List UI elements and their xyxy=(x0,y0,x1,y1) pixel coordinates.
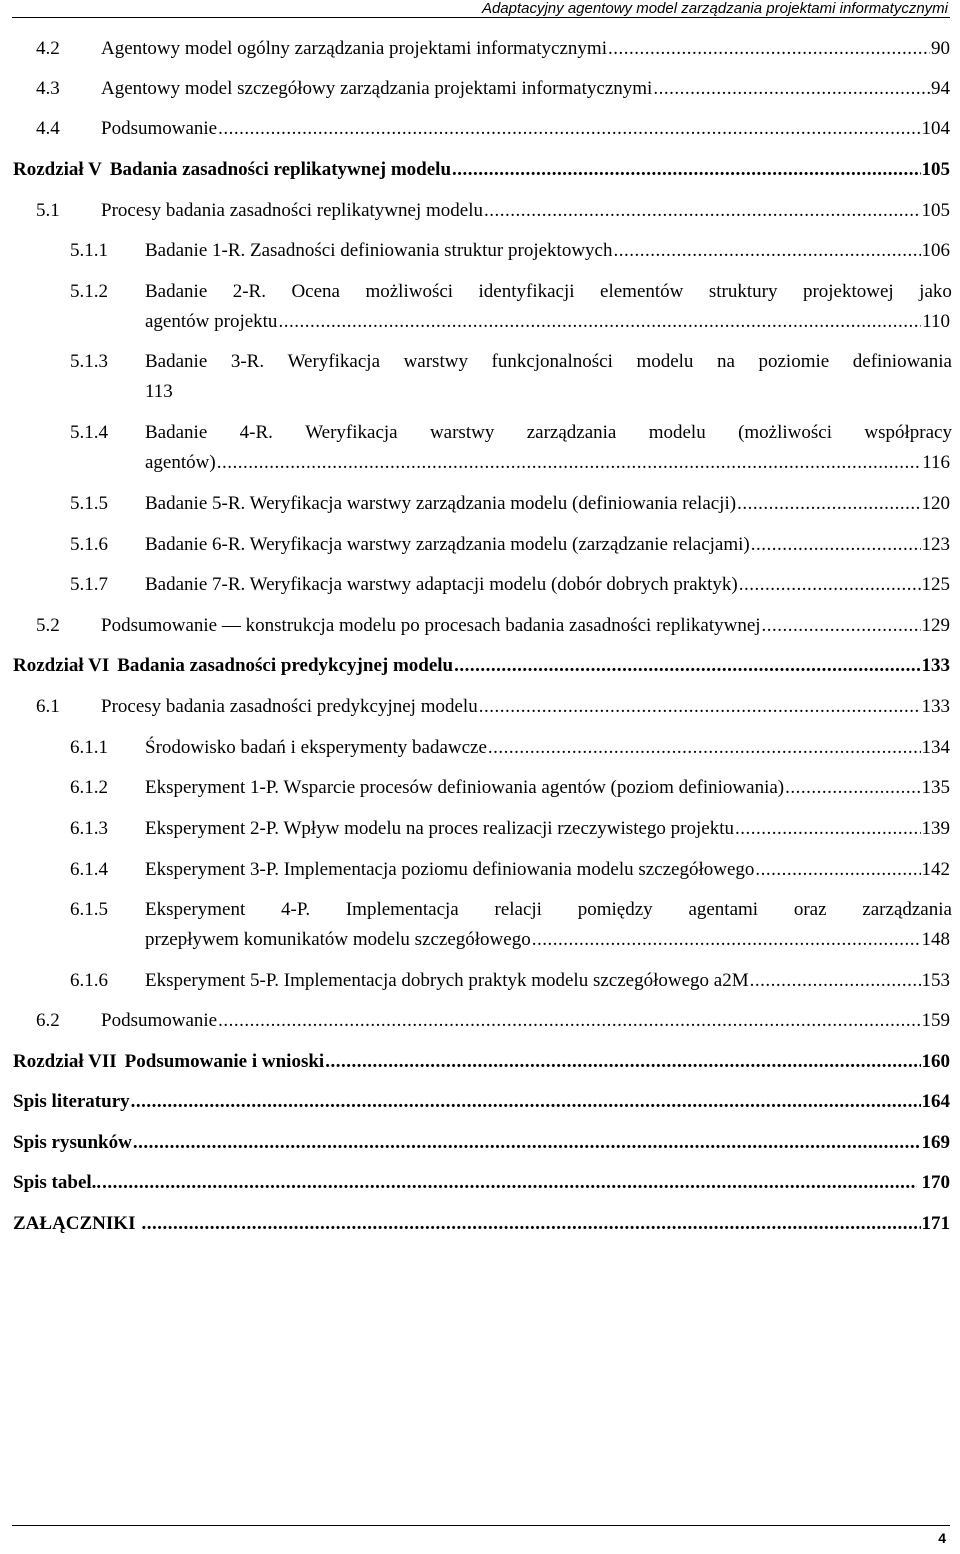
toc-entry-title: Eksperyment 2-P. Wpływ modelu na proces realizacji rzeczywistego projektu xyxy=(145,818,734,839)
toc-entry-page: 125 xyxy=(921,574,950,595)
toc-entry-number: 5.1 xyxy=(36,200,60,221)
leader-dots xyxy=(479,692,921,721)
footer-rule xyxy=(12,1525,950,1526)
toc-title-word: (możliwości xyxy=(738,422,832,443)
toc-entry-page: 129 xyxy=(921,615,950,636)
toc-entry-title: Agentowy model szczegółowy zarządzania projektami informatycznymi xyxy=(101,78,653,99)
toc-entry-title: Eksperyment 5-P. Implementacja dobrych praktyk modelu szczegółowego a2M xyxy=(145,970,749,991)
leader-dots xyxy=(737,489,920,518)
toc-entry-page: 116 xyxy=(922,452,950,473)
toc-title-word: warstwy xyxy=(429,422,495,443)
leader-dots xyxy=(755,855,920,884)
toc-entry-page: 113 xyxy=(145,381,173,402)
toc-entry-title: Eksperyment 3-P. Implementacja poziomu definiowania modelu szczegółowego xyxy=(145,859,755,880)
toc-entry-page: 106 xyxy=(921,240,950,261)
leader-dots xyxy=(133,1128,921,1157)
toc-entry-title: Eksperyment 1-P. Wsparcie procesów definiowania agentów (poziom definiowania) xyxy=(145,777,785,798)
leader-dots xyxy=(614,236,921,265)
toc-entry-number: 5.1.7 xyxy=(70,574,108,595)
toc-entry-page: 148 xyxy=(921,929,950,950)
toc-entry-page: 94 xyxy=(931,78,950,99)
toc-entry-page: 90 xyxy=(931,38,950,59)
toc-entry-title: Badanie 5-R. Weryfikacja warstwy zarządzania modelu (definiowania relacji) xyxy=(145,493,737,514)
leader-dots xyxy=(218,114,920,143)
toc-title-word: Badanie xyxy=(145,422,208,443)
toc-title-word: warstwy xyxy=(403,351,468,372)
toc-entry-number: 5.1.6 xyxy=(70,534,108,555)
leader-dots xyxy=(739,570,921,599)
toc-title-word: możliwości xyxy=(365,281,454,302)
toc-entry-number: 5.1.5 xyxy=(70,493,108,514)
leader-dots xyxy=(454,651,920,680)
toc-entry-page: 159 xyxy=(921,1010,950,1031)
toc-title-word: Weryfikacja xyxy=(305,422,398,443)
toc-title-word: funkcjonalności xyxy=(491,351,613,372)
toc-title-word: identyfikacji xyxy=(478,281,575,302)
toc-title-word: definiowania xyxy=(852,351,952,372)
toc-entry-page: 142 xyxy=(921,859,950,880)
toc-title-word: 4-R. xyxy=(239,422,273,443)
page-number: 4 xyxy=(938,1530,946,1546)
toc-title-word: Badanie xyxy=(145,281,208,302)
toc-title-word: Weryfikacja xyxy=(287,351,380,372)
toc-entry-number: 5.2 xyxy=(36,615,60,636)
toc-chapter-number: Rozdział VI xyxy=(13,655,110,676)
toc-chapter-number: Rozdział V xyxy=(13,159,102,180)
leader-dots xyxy=(735,814,921,843)
leader-dots xyxy=(131,1087,921,1116)
toc-title-word: modelu xyxy=(648,422,706,443)
toc-title-word: 4-P. xyxy=(281,899,311,920)
toc-entry-number: 6.1.2 xyxy=(70,777,108,798)
toc-title-word: zarządzania xyxy=(526,422,617,443)
toc-entry-page: 133 xyxy=(921,655,950,676)
toc-entry-number: 6.1.5 xyxy=(70,899,108,920)
leader-dots xyxy=(218,1006,920,1035)
toc-entry-title-continued: przepływem komunikatów modelu szczegółowego xyxy=(145,929,531,950)
toc-title-word: relacji xyxy=(494,899,542,920)
leader-dots xyxy=(751,530,921,559)
toc-entry-title: Badanie 1-R. Zasadności definiowania struktur projektowych xyxy=(145,240,613,261)
leader-dots xyxy=(608,34,930,63)
toc-entry-number: 6.1.1 xyxy=(70,737,108,758)
toc-entry-number: 6.1.6 xyxy=(70,970,108,991)
toc-entry-title: Badania zasadności replikatywnej modelu xyxy=(109,159,452,180)
toc-chapter-number: Rozdział VII xyxy=(13,1051,117,1072)
toc-entry-number: 6.1.4 xyxy=(70,859,108,880)
toc-entry-page: 105 xyxy=(921,159,950,180)
toc-entry-title: Podsumowanie — konstrukcja modelu po procesach badania zasadności replikatywnej xyxy=(101,615,761,636)
toc-entry-page: 133 xyxy=(921,696,950,717)
toc-entry-page: 139 xyxy=(921,818,950,839)
toc-title-word: pomiędzy xyxy=(577,899,653,920)
toc-title-word: 2-R. xyxy=(232,281,266,302)
leader-dots xyxy=(217,448,922,477)
toc-title-word: współpracy xyxy=(864,422,952,443)
toc-entry-number: 5.1.1 xyxy=(70,240,108,261)
toc-title-word: agentami xyxy=(688,899,759,920)
toc-entry-title: Spis literatury xyxy=(13,1091,130,1112)
toc-title-word: modelu xyxy=(636,351,694,372)
toc-entry-number: 5.1.4 xyxy=(70,422,108,443)
toc-entry-page: 135 xyxy=(921,777,950,798)
header-rule xyxy=(12,17,950,18)
toc-title-word: oraz xyxy=(793,899,827,920)
toc-entry-title: ZAŁĄCZNIKI xyxy=(13,1213,136,1234)
toc-entry-page: 171 xyxy=(921,1213,950,1234)
toc-entry-page: 153 xyxy=(921,970,950,991)
leader-dots xyxy=(102,1168,916,1197)
toc-title-word: jako xyxy=(919,281,952,302)
toc-entry-title: Agentowy model ogólny zarządzania projektami informatycznymi xyxy=(101,38,607,59)
leader-dots xyxy=(325,1047,920,1076)
leader-dots xyxy=(762,611,921,640)
toc-title-word: struktury xyxy=(708,281,778,302)
toc-entry-number: 6.2 xyxy=(36,1010,60,1031)
toc-entry-page: 170 xyxy=(921,1172,950,1193)
toc-title-word: Ocena xyxy=(291,281,340,302)
toc-title-word: poziomie xyxy=(758,351,830,372)
toc-entry-number: 6.1.3 xyxy=(70,818,108,839)
toc-entry-page: 123 xyxy=(921,534,950,555)
toc-entry-number: 6.1 xyxy=(36,696,60,717)
toc-entry-title: Podsumowanie i wnioski xyxy=(124,1051,325,1072)
toc-entry-page: 105 xyxy=(921,200,950,221)
leader-dots xyxy=(488,733,921,762)
toc-entry-title: Środowisko badań i eksperymenty badawcze xyxy=(145,737,487,758)
toc-entry-title-continued: agentów) xyxy=(145,452,216,473)
toc-title-word: elementów xyxy=(600,281,684,302)
toc-entry-title: Spis tabel.. xyxy=(13,1172,102,1193)
toc-entry-title: Badania zasadności predykcyjnej modelu xyxy=(117,655,454,676)
leader-dots xyxy=(484,196,921,225)
toc-entry-page: 110 xyxy=(922,311,950,332)
leader-dots xyxy=(452,155,920,184)
leader-dots xyxy=(653,74,930,103)
toc-entry-title: Badanie 6-R. Weryfikacja warstwy zarządzania modelu (zarządzanie relacjami) xyxy=(145,534,750,555)
toc-entry-page: 104 xyxy=(921,118,950,139)
running-header: Adaptacyjny agentowy model zarządzania projektami informatycznymi xyxy=(481,0,948,17)
toc-title-word: 3-R. xyxy=(230,351,265,372)
toc-title-word: projektowej xyxy=(802,281,894,302)
toc-entry-title: Spis rysunków xyxy=(13,1132,132,1153)
toc-title-word: Eksperyment xyxy=(145,899,246,920)
toc-entry-title: Podsumowanie xyxy=(101,118,218,139)
leader-dots xyxy=(532,925,921,954)
toc-entry-title: Podsumowanie xyxy=(101,1010,218,1031)
leader-dots xyxy=(141,1209,920,1238)
leader-dots xyxy=(785,773,920,802)
toc-entry-number: 4.3 xyxy=(36,78,60,99)
toc-entry-title: Procesy badania zasadności replikatywnej modelu xyxy=(101,200,483,221)
toc-entry-page: 134 xyxy=(921,737,950,758)
toc-entry-title-continued: agentów projektu xyxy=(145,311,278,332)
toc-entry-title: Procesy badania zasadności predykcyjnej modelu xyxy=(101,696,478,717)
toc-entry-number: 4.4 xyxy=(36,118,60,139)
toc-title-word: Badanie xyxy=(145,351,208,372)
leader-dots xyxy=(278,307,921,336)
toc-entry-page: 120 xyxy=(921,493,950,514)
toc-title-word: Implementacja xyxy=(345,899,459,920)
toc-entry-number: 5.1.2 xyxy=(70,281,108,302)
leader-dots xyxy=(750,966,921,995)
toc-entry-page: 160 xyxy=(921,1051,950,1072)
toc-entry-number: 4.2 xyxy=(36,38,60,59)
toc-title-word: zarządzania xyxy=(862,899,952,920)
toc-entry-title: Badanie 7-R. Weryfikacja warstwy adaptacji modelu (dobór dobrych praktyk) xyxy=(145,574,738,595)
toc-entry-page: 169 xyxy=(921,1132,950,1153)
toc-title-word: na xyxy=(717,351,735,372)
toc-entry-page: 164 xyxy=(921,1091,950,1112)
toc-entry-number: 5.1.3 xyxy=(70,351,108,372)
